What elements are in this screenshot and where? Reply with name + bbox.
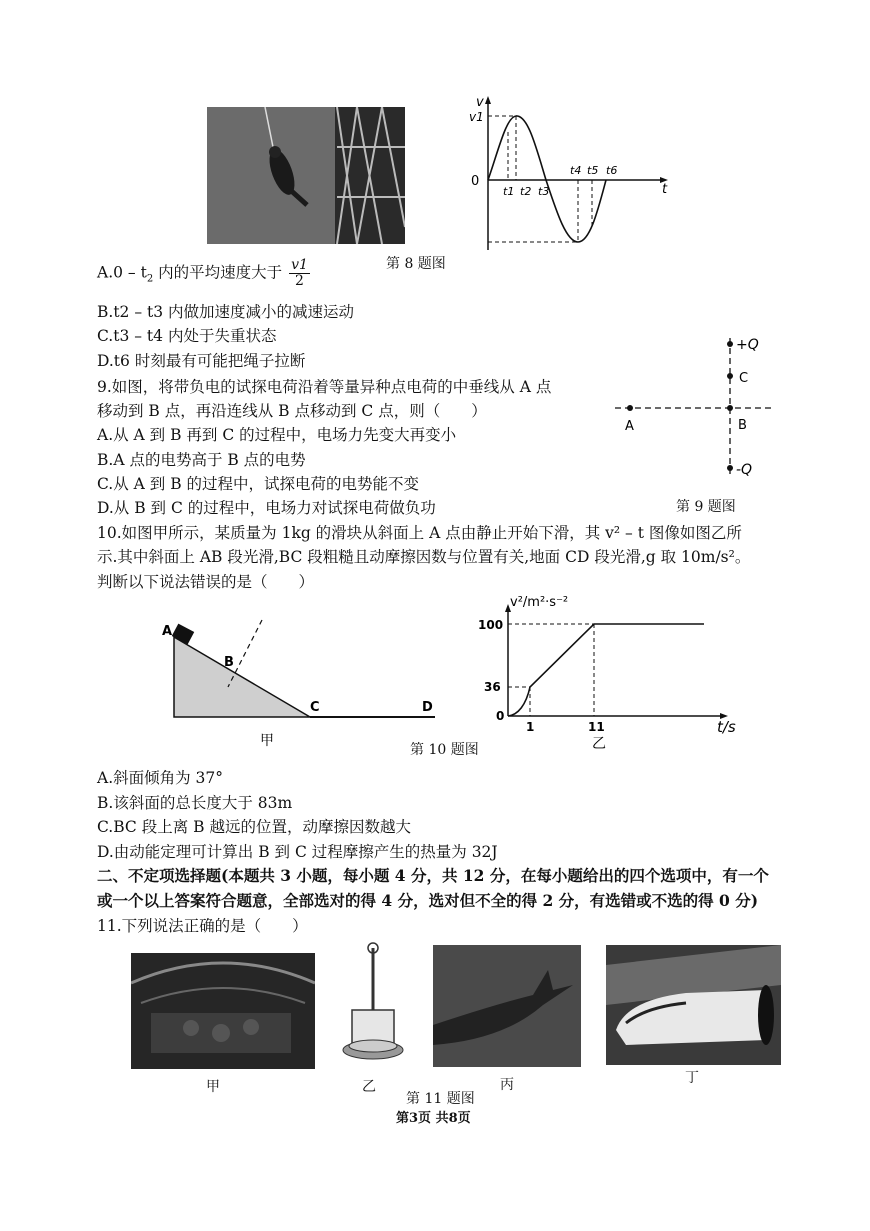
q8-option-d: D.t6 时刻最有可能把绳子拉断: [97, 352, 306, 370]
q9-stem-2: 移动到 B 点，再沿连线从 B 点移动到 C 点，则（ ）: [97, 402, 487, 420]
q11-caption: 第 11 题图: [406, 1091, 475, 1107]
fig-jia-label: 甲: [260, 733, 274, 749]
v2-time-graph: [462, 590, 752, 750]
point-a-label: A: [625, 419, 634, 434]
bungee-jump-photo: [207, 107, 405, 244]
q8-a-sub: 2: [146, 273, 154, 285]
q11-photo-ding: [606, 945, 781, 1065]
yi-x-axis-label: t/s: [717, 718, 736, 736]
yi-y36: 36: [484, 680, 501, 694]
q9-option-b: B.A 点的电势高于 B 点的电势: [97, 451, 306, 469]
q11-photo-bing: [433, 945, 581, 1067]
yi-y100: 100: [478, 618, 504, 632]
tick-t1: t1: [503, 185, 515, 198]
q11-label-ding: 丁: [685, 1070, 699, 1086]
t-axis-label: t: [662, 182, 668, 197]
incline-b-label: B: [224, 655, 234, 670]
q9-stem-1: 9.如图，将带负电的试探电荷沿着等量异种点电荷的中垂线从 A 点: [97, 378, 552, 396]
q11-photo-jia: [131, 953, 315, 1069]
minus-q-label: -Q: [736, 462, 753, 478]
q8-option-a: [97, 258, 310, 296]
section2-line-1: 二、不定项选择题(本题共 3 小题，每小题 4 分，共 12 分，在每小题给出的四个选项中，有一个: [97, 866, 769, 885]
tick-t4: t4: [570, 164, 582, 177]
plus-q-label: +Q: [736, 337, 759, 353]
q11-label-bing: 丙: [500, 1077, 514, 1093]
q9-option-d: D.从 B 到 C 的过程中，电场力对试探电荷做负功: [97, 499, 436, 517]
q10-option-d: D.由动能定理可计算出 B 到 C 过程摩擦产生的热量为 32J: [97, 843, 498, 861]
point-b-label: B: [738, 418, 747, 433]
q10-stem-2: 示.其中斜面上 AB 段光滑,BC 段粗糙且动摩擦因数与位置有关,地面 CD 段光滑,g 取 10m/s²。: [97, 548, 751, 566]
velocity-time-graph: [466, 92, 676, 252]
tick-t2: t2: [520, 185, 532, 198]
q10-option-b: B.该斜面的总长度大于 83m: [97, 794, 293, 812]
q9-option-c: C.从 A 到 B 的过程中，试探电荷的电势能不变: [97, 475, 420, 493]
q10-caption: 第 10 题图: [410, 742, 479, 758]
incline-c-label: C: [310, 700, 320, 715]
section2-line-2: 或一个以上答案符合题意，全部选对的得 4 分，选对但不全的得 2 分，有选错或不选的得 0 分): [97, 891, 759, 910]
q10-stem-1: 10.如图甲所示，某质量为 1kg 的滑块从斜面上 A 点由静止开始下滑，其 v² – t 图像如图乙所: [97, 524, 742, 542]
tick-t5: t5: [587, 164, 599, 177]
v-axis-label: v: [476, 95, 484, 110]
yi-x11: 11: [588, 720, 605, 734]
yi-origin: 0: [496, 709, 505, 723]
q8-a-prefix: A.0 – t: [97, 263, 147, 282]
q11-label-yi: 乙: [362, 1079, 376, 1095]
yi-x1: 1: [526, 720, 535, 734]
q8-caption: 第 8 题图: [386, 256, 446, 272]
q11-stem: 11.下列说法正确的是（ ）: [97, 917, 308, 935]
q8-option-c: C.t3 – t4 内处于失重状态: [97, 327, 277, 345]
q10-option-a: A.斜面倾角为 37°: [97, 769, 224, 787]
tick-t3: t3: [538, 185, 550, 198]
q8-a-fraction: $\frac{v1}{2}$: [291, 257, 308, 289]
fig-yi-label: 乙: [592, 736, 606, 750]
q11-label-jia: 甲: [206, 1079, 220, 1095]
q8-a-text: 内的平均速度大于: [153, 263, 283, 282]
incline-d-label: D: [422, 700, 433, 715]
q8-option-b: B.t2 – t3 内做加速度减小的减速运动: [97, 303, 355, 321]
page-footer: 第3页 共8页: [396, 1111, 471, 1126]
incline-a-label: A: [162, 624, 173, 639]
q11-figure-yi: [338, 940, 408, 1070]
q9-caption: 第 9 题图: [676, 499, 736, 515]
v1-label: v1: [469, 110, 484, 124]
incline-diagram: [160, 615, 445, 750]
tick-t6: t6: [606, 164, 618, 177]
q9-option-a: A.从 A 到 B 再到 C 的过程中，电场力先变大再变小: [97, 426, 457, 444]
origin-label: 0: [471, 174, 480, 189]
q10-stem-3: 判断以下说法错误的是（ ）: [97, 573, 315, 591]
point-c-label: C: [739, 371, 749, 386]
yi-y-axis-label: v²/m²·s⁻²: [510, 595, 569, 610]
charges-diagram: [605, 332, 785, 482]
q10-option-c: C.BC 段上离 B 越远的位置，动摩擦因数越大: [97, 818, 411, 836]
